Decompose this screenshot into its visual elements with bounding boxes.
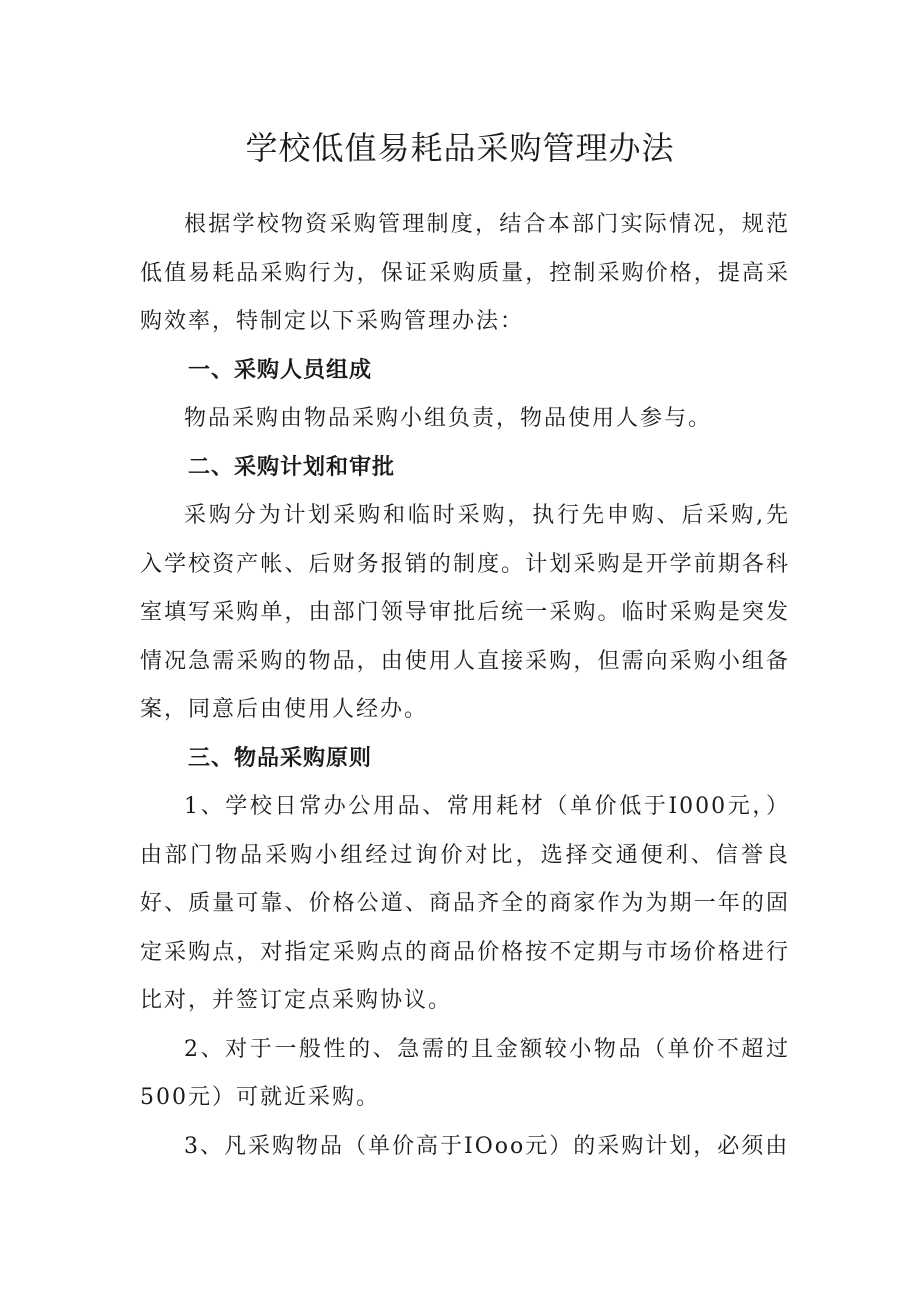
- section-heading-personnel: 一、采购人员组成: [188, 357, 373, 383]
- principle-paragraph-3: 3、凡采购物品（单价高于IOoo元）的采购计划，必须由: [184, 1133, 790, 1159]
- section-heading-principles: 三、物品采购原则: [188, 745, 373, 771]
- section-personnel-paragraph: 物品采购由物品采购小组负责，物品使用人参与。: [184, 406, 713, 431]
- document-title: 学校低值易耗品采购管理办法: [245, 129, 675, 167]
- section-heading-plan-approval: 二、采购计划和审批: [188, 454, 396, 480]
- intro-paragraph: 根据学校物资采购管理制度，结合本部门实际情况，规范低值易耗品采购行为，保证采购质量，控制采购价格，提高采购效率，特制定以下采购管理办法：: [140, 212, 790, 334]
- document-body: [140, 201, 790, 1171]
- section-plan-approval-paragraph: 采购分为计划采购和临时采购，执行先申购、后采购,先入学校资产帐、后财务报销的制度。计划采购是开学前期各科室填写采购单，由部门领导审批后统一采购。临时采购是突发情况急需采购的物品，由使用人直接采购，但需向采购小组备案，同意后由使用人经办。: [140, 503, 790, 722]
- principle-paragraph-1: 1、学校日常办公用品、常用耗材（单价低于I000元，）由部门物品采购小组经过询价对比，选择交通便利、信誉良好、质量可靠、价格公道、商品齐全的商家作为为期一年的固定采购点，对指定采购点的商品价格按不定期与市场价格进行比对，并签订定点采购协议。: [140, 794, 790, 1013]
- principle-paragraph-2: 2、对于一般性的、急需的且金额较小物品（单价不超过500元）可就近采购。: [140, 1036, 790, 1110]
